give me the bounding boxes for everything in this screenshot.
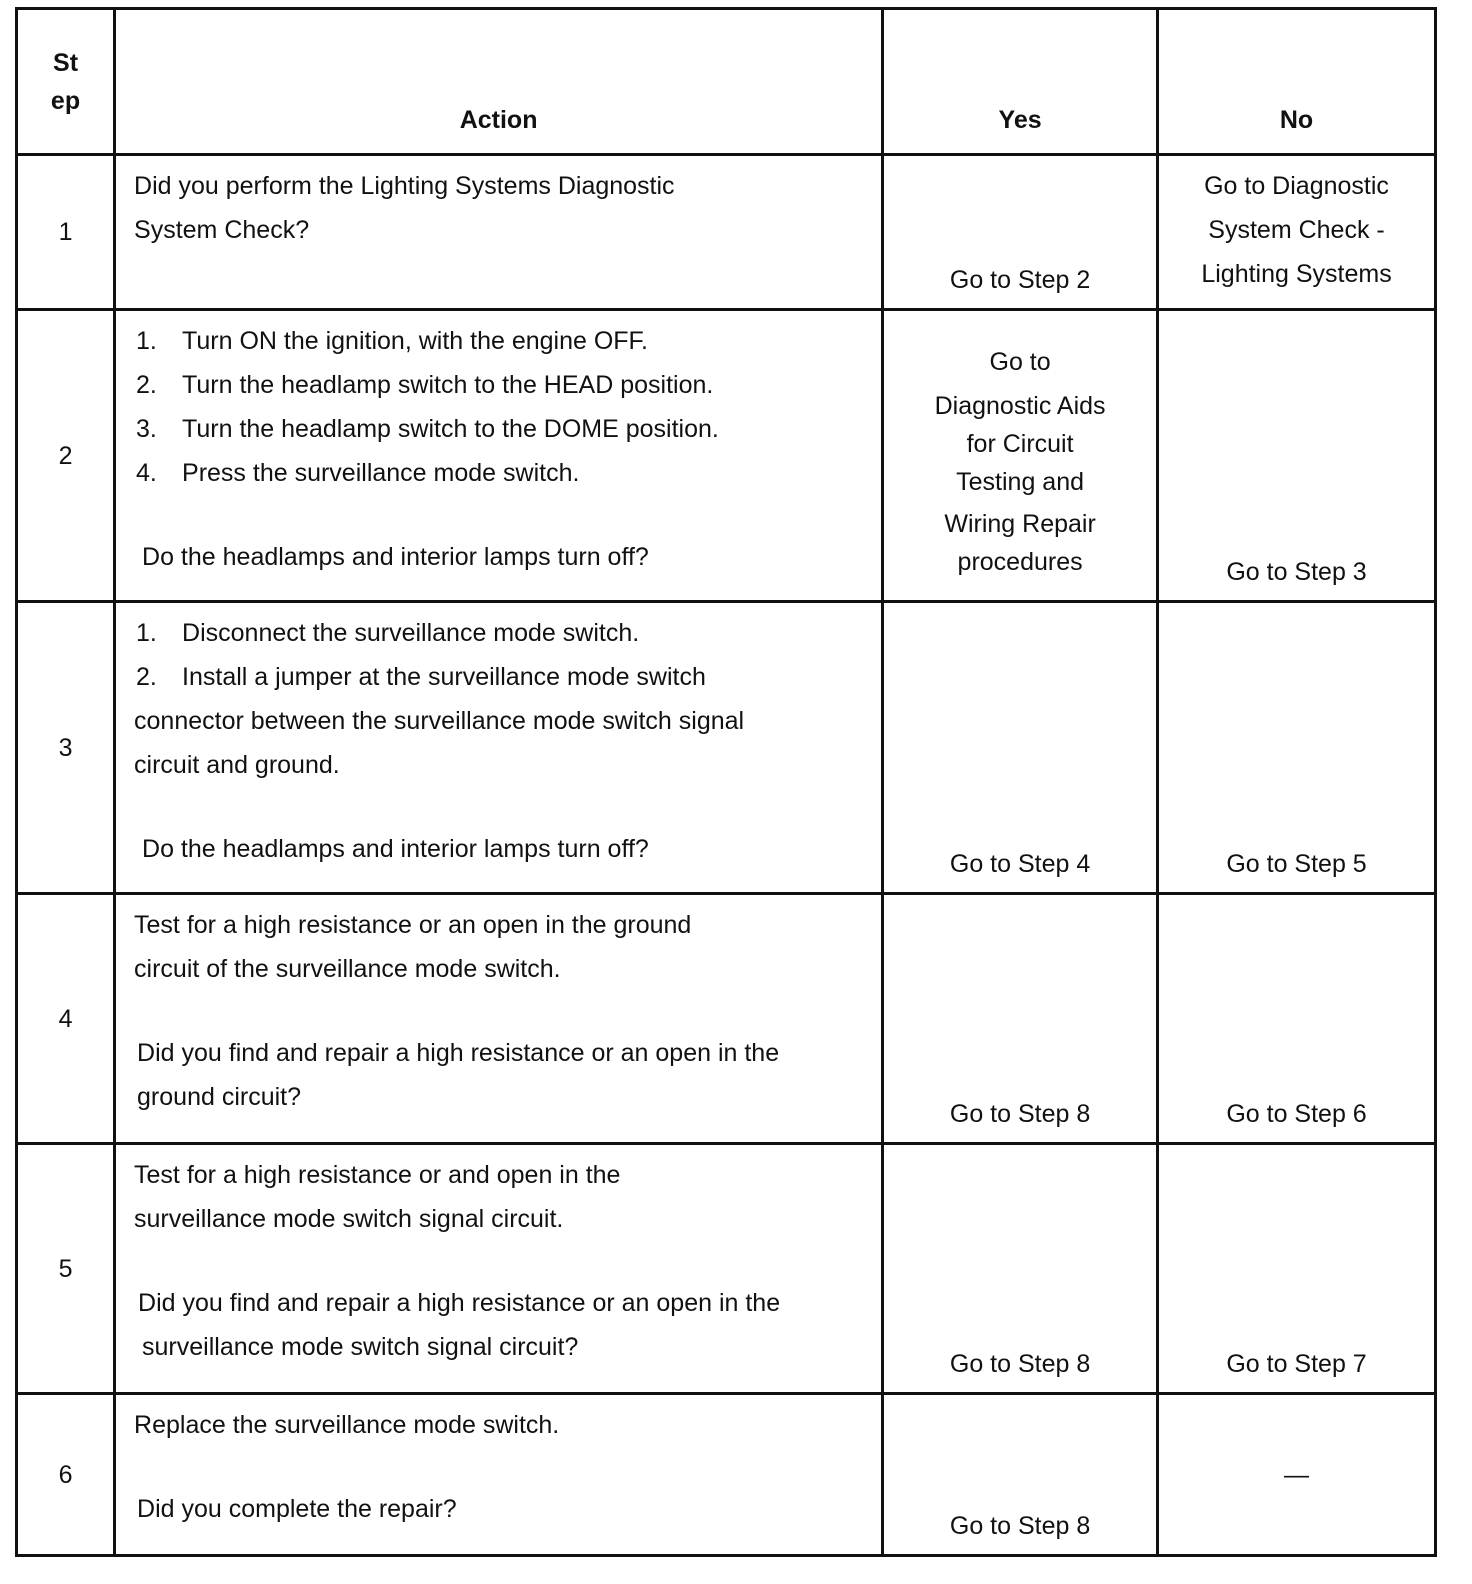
item-number: 1. [136,327,157,355]
action-cell [115,894,883,1144]
no-cell: — [1158,1394,1436,1556]
question-text: Did you find and repair a high resistance or an open in the [138,1289,781,1317]
list-item [134,407,869,451]
table-row [17,1394,1436,1556]
action-text: surveillance mode switch signal circuit. [134,1205,564,1233]
yes-text: Diagnostic Aids [934,392,1106,420]
question-text: ground circuit? [137,1083,302,1111]
header-step [17,9,115,155]
item-text: Disconnect the surveillance mode switch. [182,619,640,647]
item-text: Turn the headlamp switch to the DOME position. [182,415,719,443]
item-text: Turn the headlamp switch to the HEAD position. [182,371,714,399]
diagnostic-table [15,7,1437,1557]
item-number: 2. [136,663,157,691]
no-cell: Go to Step 7 [1158,1144,1436,1394]
list-item [134,319,869,363]
action-text: Did you perform the Lighting Systems Diagnostic [134,172,675,200]
yes-text: Testing and [956,468,1085,496]
no-text: System Check - [1208,216,1385,244]
action-text: circuit of the surveillance mode switch. [134,955,561,983]
yes-text: for Circuit [966,430,1074,458]
header-step-line2: ep [50,86,81,115]
question-text: Did you complete the repair? [137,1495,457,1523]
action-cell [115,1394,883,1556]
item-text: Install a jumper at the surveillance mode switch [182,663,706,691]
action-cell [115,1144,883,1394]
table-row [17,894,1436,1144]
action-text: connector between the surveillance mode switch signal [134,707,745,735]
action-text: Test for a high resistance or and open in the [134,1161,621,1189]
no-cell [1158,155,1436,310]
no-cell: Go to Step 3 [1158,310,1436,602]
header-yes: Yes [883,9,1158,155]
question-text: surveillance mode switch signal circuit? [142,1333,579,1361]
yes-text: Wiring Repair [944,510,1096,538]
action-steps-list [134,611,869,699]
header-no: No [1158,9,1436,155]
header-action: Action [115,9,883,155]
item-text: Turn ON the ignition, with the engine OFF. [182,327,648,355]
step-number: 1 [17,155,115,310]
no-cell: Go to Step 6 [1158,894,1436,1144]
yes-cell: Go to Step 8 [883,1394,1158,1556]
yes-cell: Go to Step 2 [883,155,1158,310]
action-cell [115,310,883,602]
table-row [17,310,1436,602]
action-text: System Check? [134,216,310,244]
action-text: circuit and ground. [134,751,340,779]
question-text: Do the headlamps and interior lamps turn off? [142,543,649,571]
table-header-row [17,9,1436,155]
step-number: 2 [17,310,115,602]
step-number: 3 [17,602,115,894]
table-row [17,155,1436,310]
item-number: 2. [136,371,157,399]
action-text: Replace the surveillance mode switch. [134,1411,560,1439]
no-text: Go to Diagnostic [1204,172,1389,200]
item-text: Press the surveillance mode switch. [182,459,580,487]
item-number: 3. [136,415,157,443]
yes-cell [883,310,1158,602]
action-steps-list [134,319,869,495]
yes-cell: Go to Step 4 [883,602,1158,894]
list-item [134,655,869,699]
table-row [17,1144,1436,1394]
list-item [134,451,869,495]
item-number: 1. [136,619,157,647]
list-item [134,611,869,655]
step-number: 6 [17,1394,115,1556]
question-text: Do the headlamps and interior lamps turn off? [142,835,649,863]
no-text: Lighting Systems [1201,260,1392,288]
yes-cell: Go to Step 8 [883,1144,1158,1394]
step-number: 5 [17,1144,115,1394]
yes-text: Go to [989,348,1051,376]
question-text: Did you find and repair a high resistance or an open in the [137,1039,780,1067]
table-row [17,602,1436,894]
action-text: Test for a high resistance or an open in the ground [134,911,692,939]
yes-cell: Go to Step 8 [883,894,1158,1144]
item-number: 4. [136,459,157,487]
header-step-line1: St [53,48,79,77]
action-cell [115,155,883,310]
yes-text: procedures [957,548,1083,576]
step-number: 4 [17,894,115,1144]
no-cell: Go to Step 5 [1158,602,1436,894]
list-item [134,363,869,407]
action-cell [115,602,883,894]
